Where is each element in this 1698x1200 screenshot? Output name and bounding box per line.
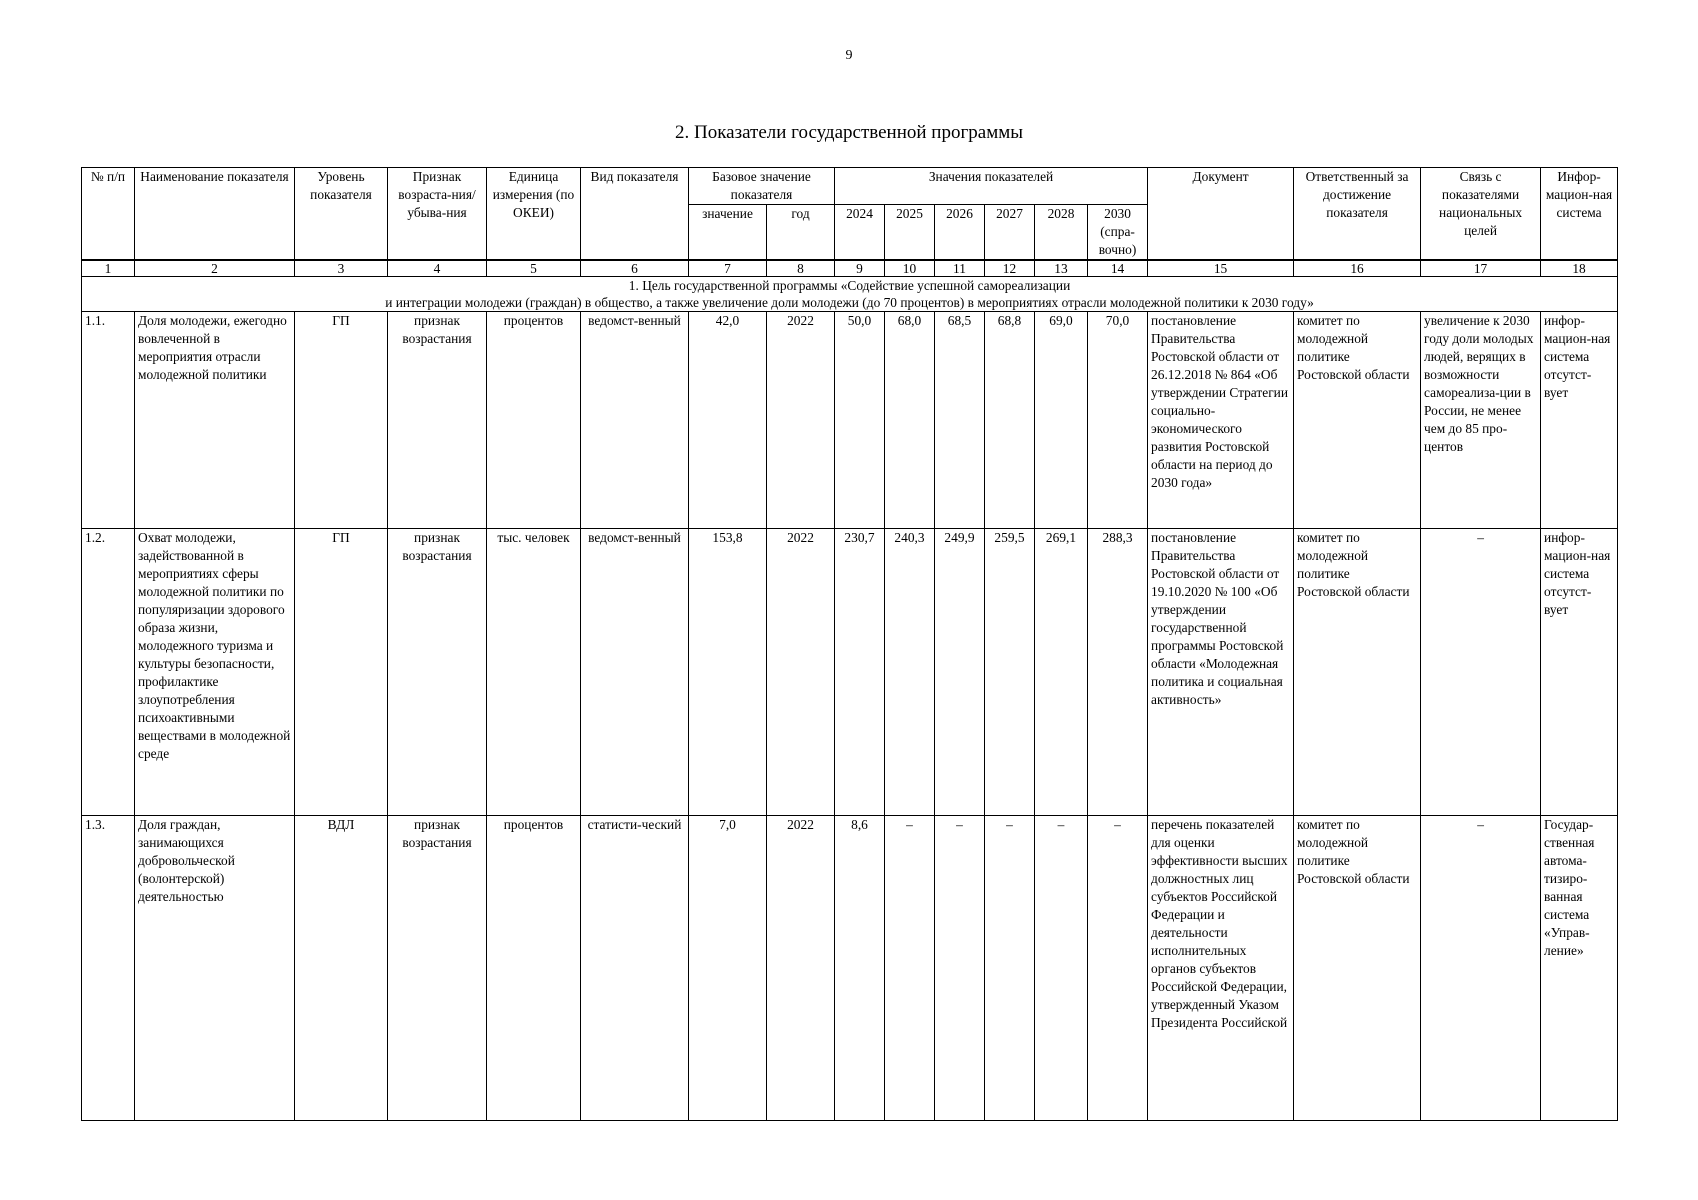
column-number: 15 [1148,260,1294,277]
column-number: 3 [295,260,388,277]
row-value: 70,0 [1088,312,1148,529]
row-value: 288,3 [1088,529,1148,816]
row-value: 8,6 [835,816,885,1121]
row-info-system: Государ-ственная автома-тизиро-ванная система «Управ-ление» [1541,816,1618,1121]
row-level: ВДЛ [295,816,388,1121]
column-number: 12 [985,260,1035,277]
header-base-year: год [767,205,835,261]
column-number: 13 [1035,260,1088,277]
row-base-year: 2022 [767,312,835,529]
header-values: Значения показателей [835,168,1148,205]
column-number: 2 [135,260,295,277]
row-name: Доля граждан, занимающихся добровольческой (волонтерской) деятельностью [135,816,295,1121]
column-number: 18 [1541,260,1618,277]
column-number: 10 [885,260,935,277]
goal-line-2: и интеграции молодежи (граждан) в общество, а также увеличение доли молодежи (до 70 процентов) в мероприятиях отрасли молодежной политики к 2030 году» [385,295,1314,310]
row-type: ведомст-венный [581,529,689,816]
row-no: 1.2. [82,529,135,816]
table-row [82,529,1618,816]
indicators-table [81,167,1618,1121]
row-unit: процентов [487,816,581,1121]
row-document: постановление Правительства Ростовской области от 26.12.2018 № 864 «Об утверждении Стратегии социально-экономического развития Ростовской области на период до 2030 года» [1148,312,1294,529]
row-sign: признак возрастания [388,529,487,816]
row-base-year: 2022 [767,816,835,1121]
column-number: 11 [935,260,985,277]
row-responsible: комитет по молодежной политике Ростовской области [1294,529,1421,816]
header-no: № п/п [82,168,135,261]
header-level: Уровень показателя [295,168,388,261]
header-type: Вид показателя [581,168,689,261]
row-level: ГП [295,529,388,816]
header-year: 2027 [985,205,1035,261]
row-value: 68,8 [985,312,1035,529]
row-document: постановление Правительства Ростовской области от 19.10.2020 № 100 «Об утверждении государственной программы Ростовской области «Молодежная политика и социальная активность» [1148,529,1294,816]
column-number: 5 [487,260,581,277]
row-level: ГП [295,312,388,529]
row-type: статисти-ческий [581,816,689,1121]
table-row [82,312,1618,529]
column-number: 14 [1088,260,1148,277]
row-no: 1.3. [82,816,135,1121]
row-base-value: 42,0 [689,312,767,529]
row-value: – [1088,816,1148,1121]
header-base: Базовое значение показателя [689,168,835,205]
header-link: Связь с показателями национальных целей [1421,168,1541,261]
row-value: 69,0 [1035,312,1088,529]
header-year: 2028 [1035,205,1088,261]
goal-line-1: 1. Цель государственной программы «Содействие успешной самореализации [628,278,1071,293]
row-base-value: 153,8 [689,529,767,816]
header-name: Наименование показателя [135,168,295,261]
row-base-year: 2022 [767,529,835,816]
row-link: – [1421,816,1541,1121]
column-number: 8 [767,260,835,277]
header-year: 2025 [885,205,935,261]
column-number: 9 [835,260,885,277]
row-no: 1.1. [82,312,135,529]
header-info-system: Инфор-мацион-ная система [1541,168,1618,261]
row-value: – [1035,816,1088,1121]
row-link: – [1421,529,1541,816]
header-document: Документ [1148,168,1294,261]
row-value: – [985,816,1035,1121]
page-number: 9 [845,48,853,63]
row-responsible: комитет по молодежной политике Ростовской области [1294,312,1421,529]
row-sign: признак возрастания [388,816,487,1121]
row-value: 68,0 [885,312,935,529]
column-number: 17 [1421,260,1541,277]
column-number: 4 [388,260,487,277]
row-link: увеличение к 2030 году доли молодых людей, верящих в возможности самореализа-ции в России, не менее чем до 85 про-центов [1421,312,1541,529]
table-row [82,816,1618,1121]
column-number: 6 [581,260,689,277]
header-base-value: значение [689,205,767,261]
goal-row [82,277,1618,312]
row-value: 249,9 [935,529,985,816]
row-value: 269,1 [1035,529,1088,816]
row-value: 230,7 [835,529,885,816]
row-value: 68,5 [935,312,985,529]
row-name: Доля молодежи, ежегодно вовлеченной в мероприятия отрасли молодежной политики [135,312,295,529]
row-type: ведомст-венный [581,312,689,529]
header-year: 2030 (спра-вочно) [1088,205,1148,261]
row-value: – [885,816,935,1121]
row-value: 240,3 [885,529,935,816]
row-info-system: инфор-мацион-ная система отсутст-вует [1541,529,1618,816]
row-value: – [935,816,985,1121]
header-responsible: Ответственный за достижение показателя [1294,168,1421,261]
header-unit: Единица измерения (по ОКЕИ) [487,168,581,261]
header-year: 2026 [935,205,985,261]
row-sign: признак возрастания [388,312,487,529]
header-year: 2024 [835,205,885,261]
column-number: 1 [82,260,135,277]
column-number: 16 [1294,260,1421,277]
row-info-system: инфор-мацион-ная система отсутст-вует [1541,312,1618,529]
row-responsible: комитет по молодежной политике Ростовской области [1294,816,1421,1121]
row-value: 259,5 [985,529,1035,816]
page-title: 2. Показатели государственной программы [674,122,1024,143]
row-unit: тыс. человек [487,529,581,816]
column-number: 7 [689,260,767,277]
header-sign: Признак возраста-ния/убыва-ния [388,168,487,261]
row-name: Охват молодежи, задействованной в мероприятиях сферы молодежной политики по популяризации здорового образа жизни, молодежного туризма и культуры безопасности, профилактике злоупотребления психоактивными веществами в молодежной среде [135,529,295,816]
row-unit: процентов [487,312,581,529]
row-document: перечень показателей для оценки эффективности высших должностных лиц субъектов Российской Федерации и деятельности исполнительных органов субъектов Российской Федерации, утвержденный Указом Президента Российской [1148,816,1294,1121]
row-value: 50,0 [835,312,885,529]
row-base-value: 7,0 [689,816,767,1121]
